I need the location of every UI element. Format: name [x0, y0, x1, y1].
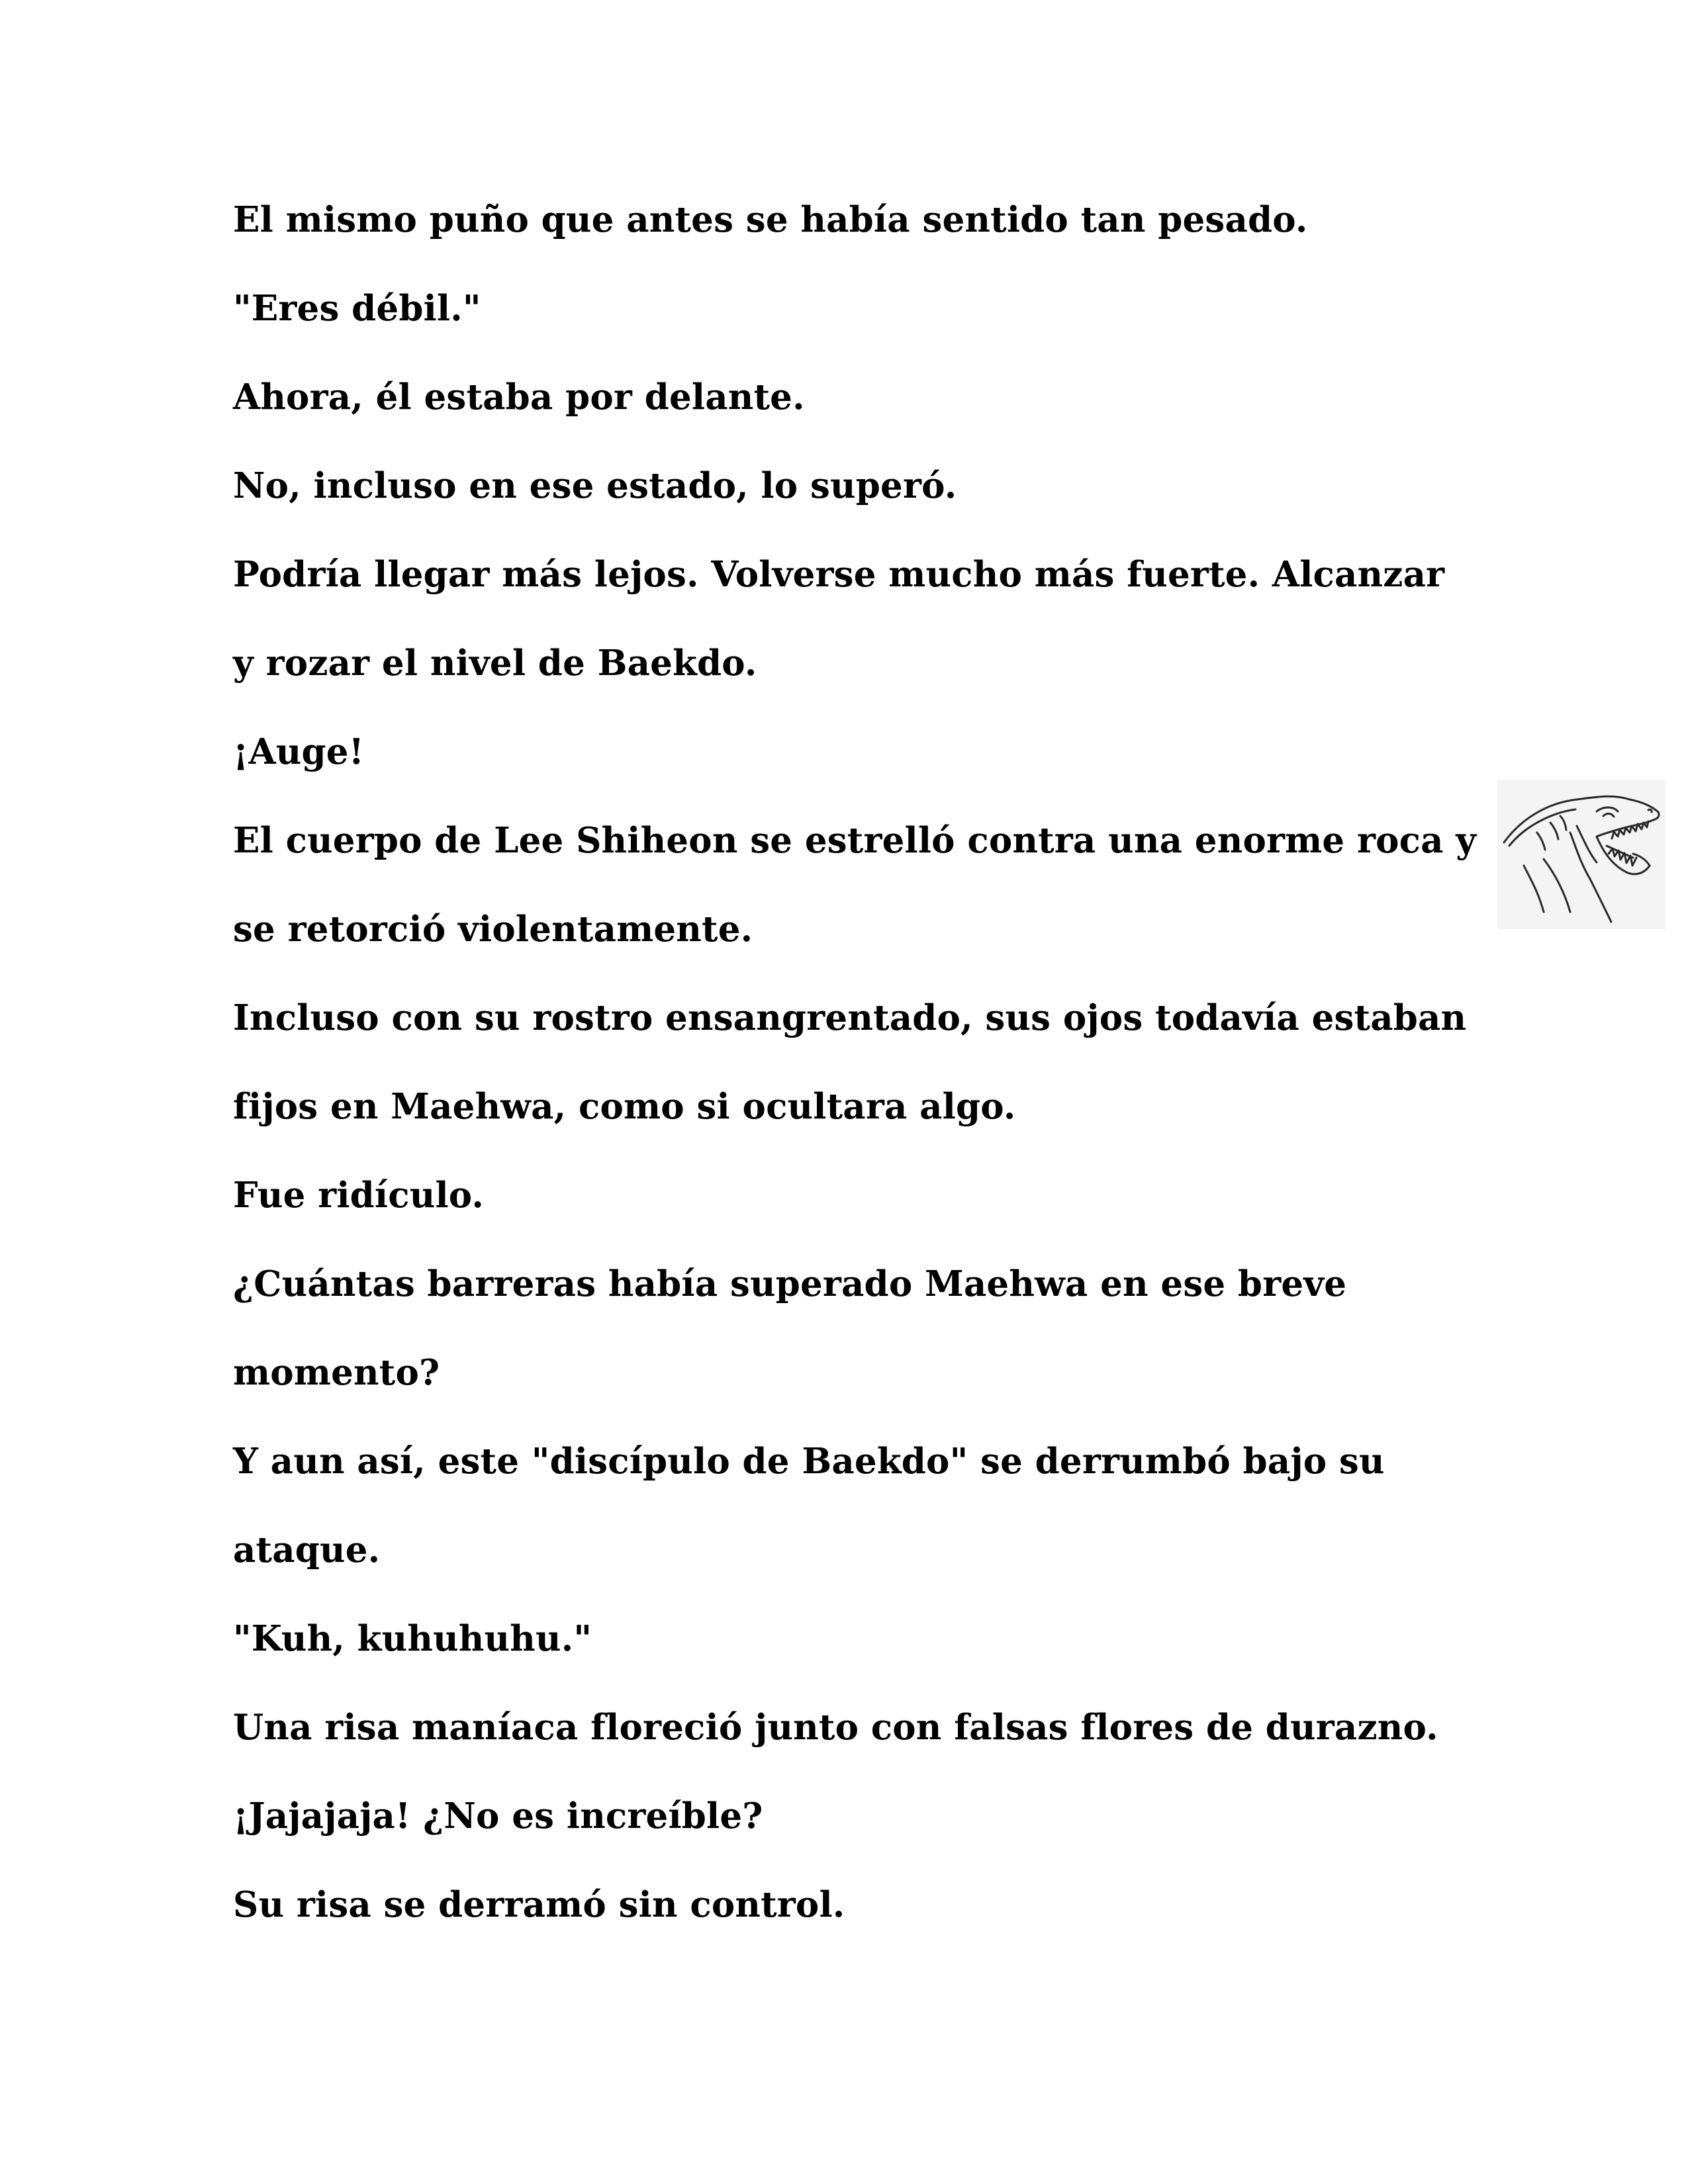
text-line: "Eres débil."	[233, 288, 481, 329]
text-line: Y aun así, este "discípulo de Baekdo" se derrumbó bajo su	[233, 1441, 1385, 1482]
text-line: ¡Auge!	[233, 731, 365, 772]
text-line: ¡Jajajaja! ¿No es increíble?	[233, 1796, 763, 1837]
text-line: momento?	[233, 1352, 440, 1393]
text-line: El mismo puño que antes se había sentido tan pesado.	[233, 199, 1308, 240]
text-line: Su risa se derramó sin control.	[233, 1884, 845, 1925]
body-text	[233, 191, 1477, 1964]
text-line: "Kuh, kuhuhuhu."	[233, 1618, 592, 1659]
dinosaur-head-icon	[1497, 780, 1665, 929]
text-line: No, incluso en ese estado, lo superó.	[233, 465, 957, 506]
text-line: ataque.	[233, 1529, 381, 1570]
text-line: fijos en Maehwa, como si ocultara algo.	[233, 1086, 1016, 1127]
text-line: Una risa maníaca floreció junto con falsas flores de durazno.	[233, 1707, 1438, 1748]
text-line: Incluso con su rostro ensangrentado, sus ojos todavía estaban	[233, 997, 1467, 1038]
text-line: y rozar el nivel de Baekdo.	[233, 643, 757, 684]
text-line: Ahora, él estaba por delante.	[233, 377, 805, 418]
text-line: ¿Cuántas barreras había superado Maehwa en ese breve	[233, 1263, 1347, 1304]
text-line: El cuerpo de Lee Shiheon se estrelló contra una enorme roca y	[233, 820, 1477, 861]
text-line: Fue ridículo.	[233, 1175, 485, 1216]
text-line: se retorció violentamente.	[233, 909, 753, 950]
text-line: Podría llegar más lejos. Volverse mucho más fuerte. Alcanzar	[233, 554, 1445, 595]
